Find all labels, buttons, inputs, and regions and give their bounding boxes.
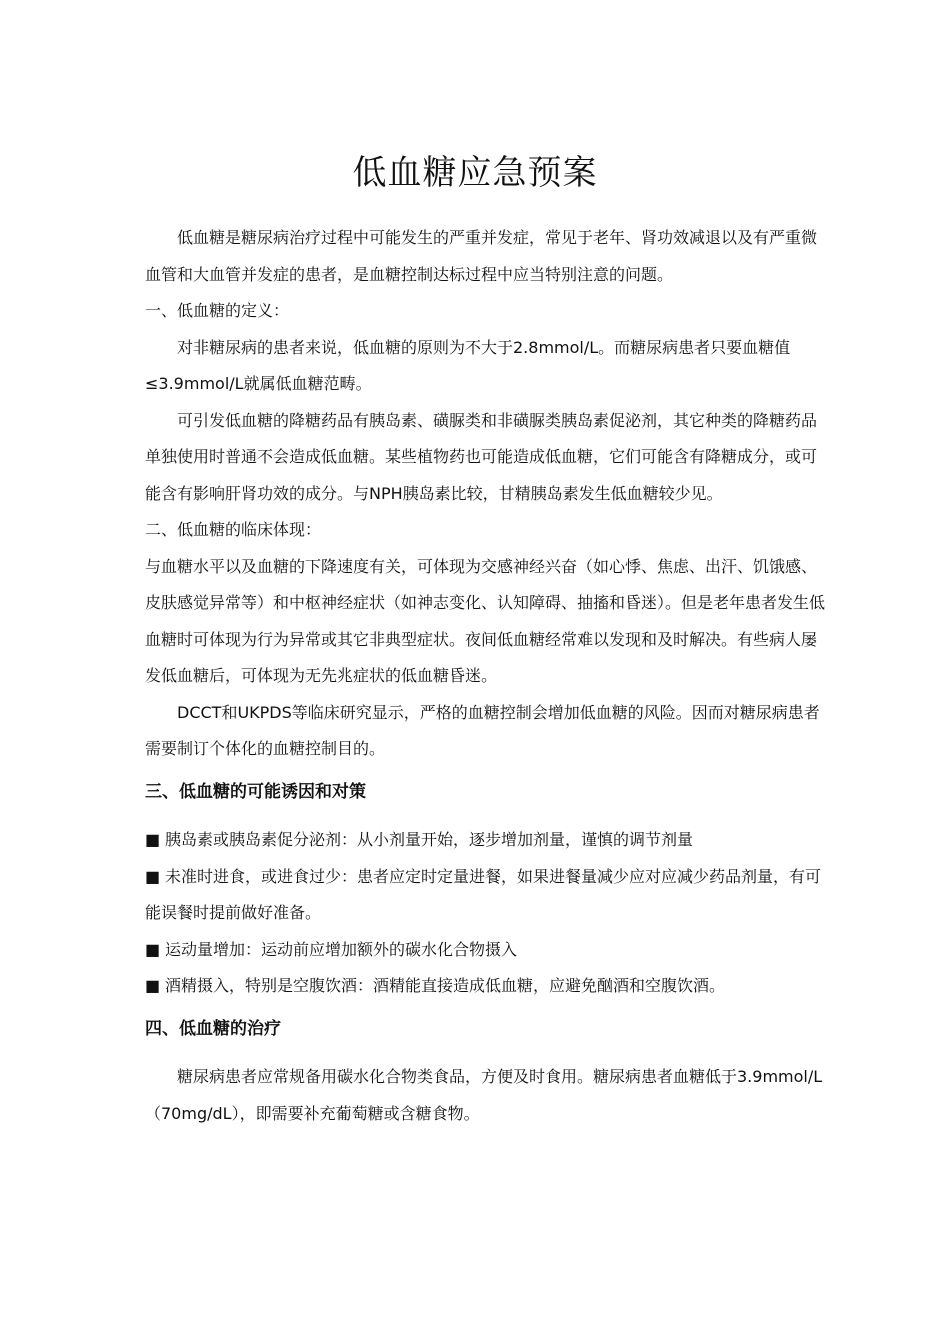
section-2-heading: 二、低血糖的临床体现： [145, 520, 322, 539]
bullet-text: 未准时进食，或进食过少：患者应定时定量进餐，如果进餐量减少应对应减少药品剂量，有可能误餐时提前做好准备。 [145, 866, 822, 922]
section-2-paragraph-2: DCCT和UKPDS等临床研究显示，严格的血糖控制会增加低血糖的风险。因而对糖尿病患者需要制订个体化的血糖控制目的。 [145, 702, 820, 758]
bullet-square-icon: ■ [145, 830, 161, 849]
document-body [145, 220, 825, 1132]
bullet-text: 酒精摄入，特别是空腹饮酒：酒精能直接造成低血糖，应避免酗酒和空腹饮酒。 [165, 976, 726, 995]
section-3-bullet-1 [145, 822, 825, 859]
bullet-square-icon: ■ [145, 939, 161, 959]
section-1-paragraph-1: 对非糖尿病的患者来说，低血糖的原则为不大于2.8mmol/L。而糖尿病患者只要血糖值≤3.9mmol/L就属低血糖范畴。 [145, 337, 791, 393]
section-1-paragraph-2: 可引发低血糖的降糖药品有胰岛素、磺脲类和非磺脲类胰岛素促泌剂，其它种类的降糖药品单独使用时普通不会造成低血糖。某些植物药也可能造成低血糖，它们可能含有降糖成分，或可能含有影响肝肾功效的成分。与NPH胰岛素比较，甘精胰岛素发生低血糖较少见。 [145, 410, 818, 503]
section-3-bullet-3 [145, 932, 825, 969]
document-title: 低血糖应急预案 [352, 152, 598, 193]
section-3-bullet-2 [145, 859, 825, 932]
bullet-square-icon: ■ [145, 866, 161, 886]
section-4-heading: 四、低血糖的治疗 [145, 1018, 281, 1039]
bullet-text: 胰岛素或胰岛素促分泌剂：从小剂量开始，逐步增加剂量，谨慎的调节剂量 [165, 830, 694, 849]
section-2-paragraph-1: 与血糖水平以及血糖的下降速度有关，可体现为交感神经兴奋（如心悸、焦虑、出汗、饥饿感、皮肤感觉异常等）和中枢神经症状（如神志变化、认知障碍、抽搐和昏迷）。但是老年患者发生低血糖时可体现为行为异常或其它非典型症状。夜间低血糖经常难以发现和及时解决。有些病人屡发低血糖后，可体现为无先兆症状的低血糖昏迷。 [145, 556, 826, 685]
section-3-bullet-4 [145, 968, 825, 1005]
bullet-text: 运动量增加：运动前应增加额外的碳水化合物摄入 [165, 939, 518, 959]
bullet-square-icon: ■ [145, 976, 161, 995]
intro-paragraph: 低血糖是糖尿病治疗过程中可能发生的严重并发症，常见于老年、肾功效减退以及有严重微血管和大血管并发症的患者，是血糖控制达标过程中应当特别注意的问题。 [145, 228, 818, 284]
section-4-paragraph-1: 糖尿病患者应常规备用碳水化合物类食品，方便及时食用。糖尿病患者血糖低于3.9mmol/L（70mg/dL），即需要补充葡萄糖或含糖食物。 [145, 1067, 823, 1123]
section-1-heading: 一、低血糖的定义： [145, 301, 290, 320]
section-3-heading: 三、低血糖的可能诱因和对策 [145, 781, 366, 802]
